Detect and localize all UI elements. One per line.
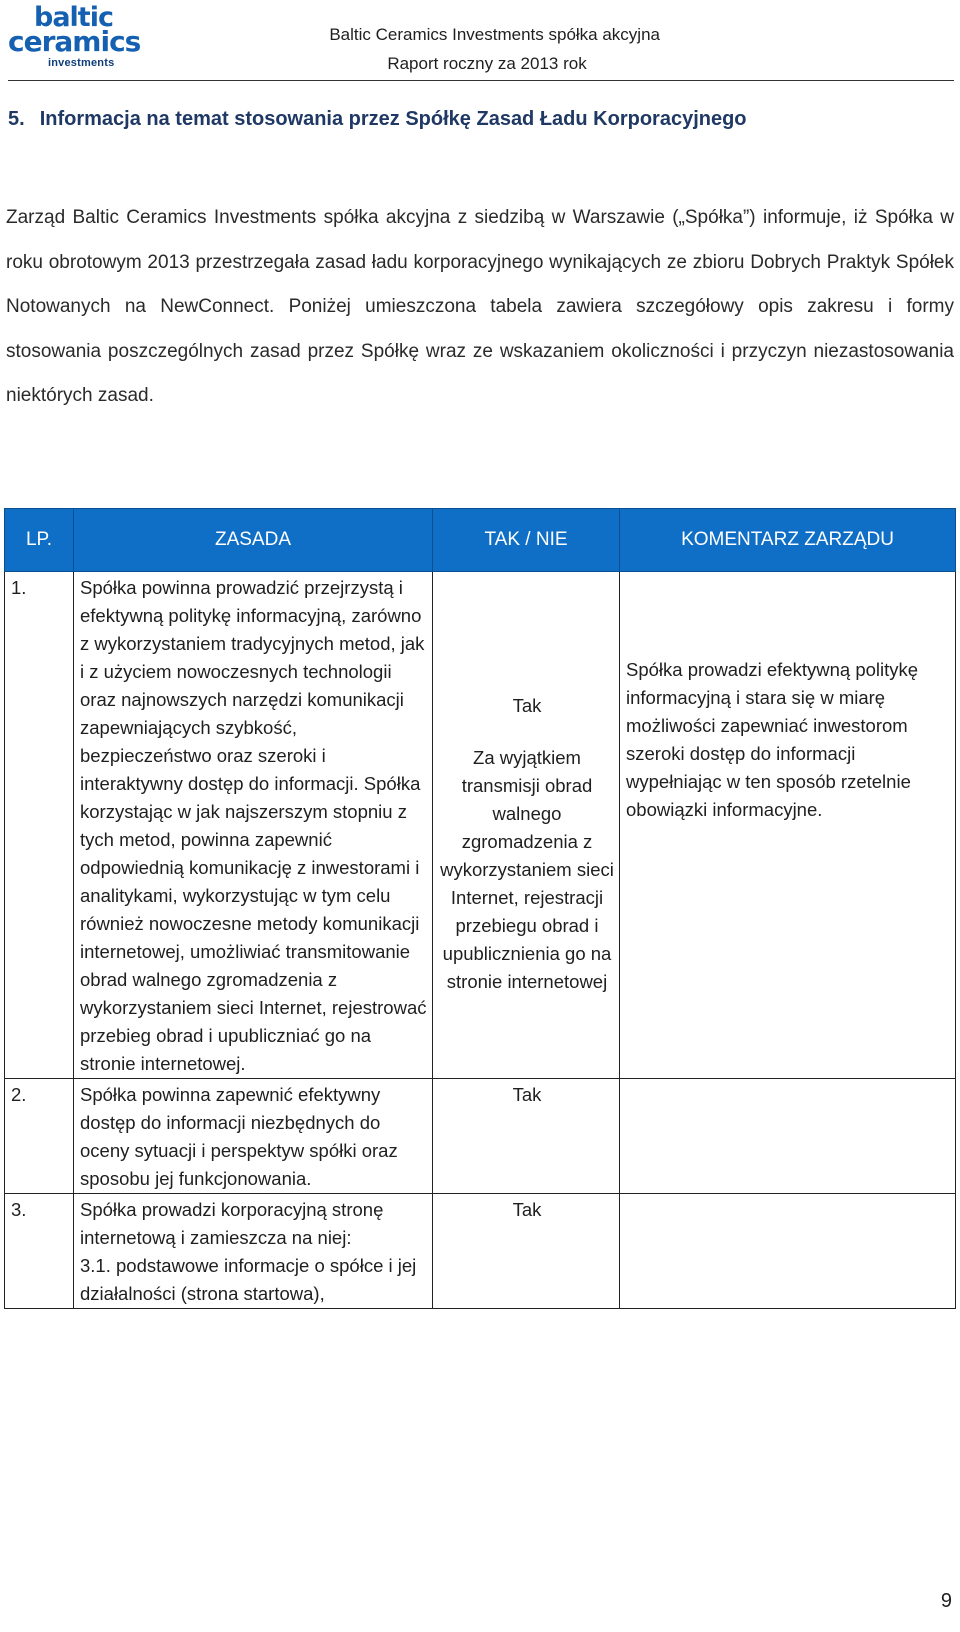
row-compliance	[433, 572, 620, 1079]
header-tak-nie: TAK / NIE	[433, 509, 620, 572]
comment-text: Spółka prowadzi efektywną politykę informacyjną i stara się w miarę możliwości zapewniać inwestorom szeroki dostęp do informacji wypełniając w ten sposób rzetelnie obowiązki informacyjne.	[626, 659, 919, 820]
table-header-row	[5, 509, 956, 572]
header-report-name: Raport roczny za 2013 rok	[387, 54, 587, 73]
header-komentarz: KOMENTARZ ZARZĄDU	[620, 509, 956, 572]
logo-word-ceramics: ceramics	[8, 25, 141, 58]
row-principle	[74, 1194, 433, 1309]
section-heading	[8, 108, 747, 131]
header-lp: LP.	[5, 509, 74, 572]
company-logo	[8, 4, 140, 68]
compliance-detail: Za wyjątkiem transmisji obrad walnego zgromadzenia z wykorzystaniem sieci Internet, rejestracji przebiegu obrad i upublicznienia go na stronie internetowej	[440, 747, 614, 992]
principle-text: Spółka prowadzi korporacyjną stronę internetową i zamieszcza na niej:	[80, 1199, 384, 1248]
section-title-text: Informacja na temat stosowania przez Spółkę Zasad Ładu Korporacyjnego	[39, 108, 747, 130]
row-compliance: Tak	[433, 1079, 620, 1194]
header-divider	[8, 80, 954, 81]
row-number: 2.	[5, 1079, 74, 1194]
row-comment	[620, 1079, 956, 1194]
page-header	[329, 20, 660, 78]
governance-principles-table	[4, 508, 956, 1309]
row-number: 1.	[5, 572, 74, 1079]
table-row	[5, 572, 956, 1079]
header-zasada: ZASADA	[74, 509, 433, 572]
row-principle: Spółka powinna zapewnić efektywny dostęp do informacji niezbędnych do oceny sytuacji i perspektyw spółki oraz sposobu jej funkcjonowania.	[74, 1079, 433, 1194]
row-number: 3.	[5, 1194, 74, 1309]
row-principle: Spółka powinna prowadzić przejrzystą i efektywną politykę informacyjną, zarówno z wykorzystaniem tradycyjnych metod, jak i z użyciem nowoczesnych technologii oraz najnowszych narzędzi komunikacji zapewniających szybkość, bezpieczeństwo oraz szeroki i interaktywny dostęp do informacji. Spółka korzystając w jak najszerszym stopniu z tych metod, powinna zapewnić odpowiednią komunikację z inwestorami i analitykami, wykorzystując w tym celu również nowoczesne metody komunikacji internetowej, umożliwiać transmitowanie obrad walnego zgromadzenia z wykorzystaniem sieci Internet, rejestrować przebieg obrad i upubliczniać go na stronie internetowej.	[74, 572, 433, 1079]
table-row	[5, 1194, 956, 1309]
table-row	[5, 1079, 956, 1194]
intro-paragraph: Zarząd Baltic Ceramics Investments spółka akcyjna z siedzibą w Warszawie („Spółka”) informuje, iż Spółka w roku obrotowym 2013 przestrzegała zasad ładu korporacyjnego wynikających ze zbioru Dobrych Praktyk Spółek Notowanych na NewConnect. Poniżej umieszczona tabela zawiera szczegółowy opis zakresu i formy stosowania poszczególnych zasad przez Spółkę wraz ze wskazaniem okoliczności i przyczyn niezastosowania niektórych zasad.	[6, 207, 954, 406]
principle-subpoint: 3.1. podstawowe informacje o spółce i jej działalności (strona startowa),	[80, 1255, 417, 1304]
page-number: 9	[940, 1590, 952, 1612]
section-number: 5.	[8, 108, 25, 130]
logo-word-investments: investments	[48, 57, 115, 69]
logo-word-baltic: baltic	[34, 2, 113, 33]
compliance-value: Tak	[512, 695, 542, 716]
header-company-name: Baltic Ceramics Investments spółka akcyjna	[329, 25, 660, 44]
row-compliance: Tak	[433, 1194, 620, 1309]
row-comment	[620, 1194, 956, 1309]
row-comment	[620, 572, 956, 1079]
